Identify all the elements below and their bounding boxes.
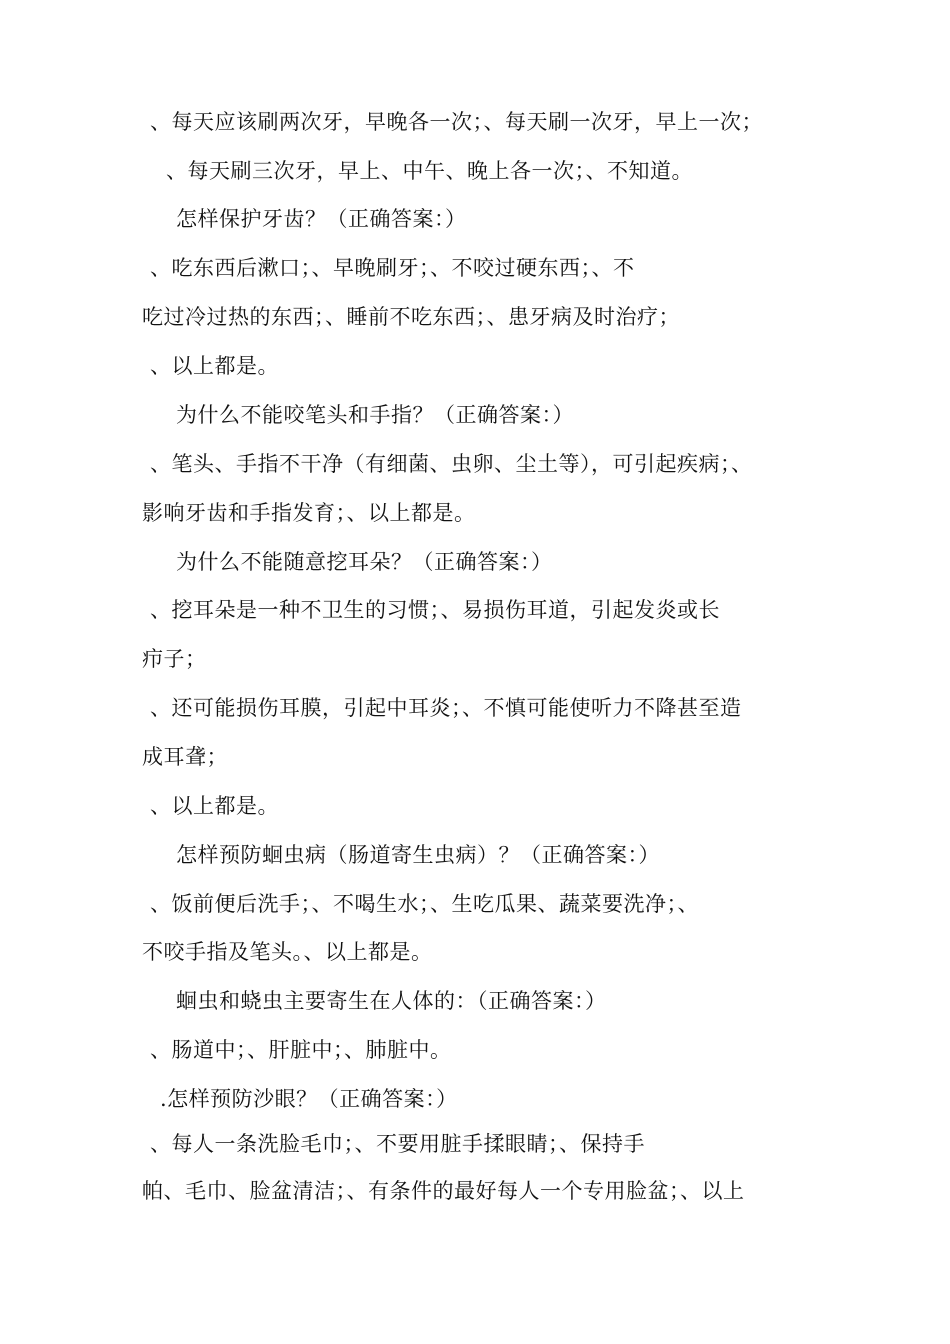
text-line: 、以上都是。 (150, 354, 279, 378)
text-line: 、每人一条洗脸毛巾；、不要用脏手揉眼睛；、保持手 (150, 1132, 645, 1156)
text-line: 帕、毛巾、脸盆清洁；、有条件的最好每人一个专用脸盆；、以上 (142, 1179, 745, 1203)
text-line: 成耳聋； (142, 745, 228, 769)
text-line: 、笔头、手指不干净（有细菌、虫卵、尘土等），可引起疾病；、 (150, 452, 753, 476)
text-line: 、吃东西后漱口；、早晚刷牙；、不咬过硬东西；、不 (150, 256, 635, 280)
text-line: 、挖耳朵是一种不卫生的习惯；、易损伤耳道，引起发炎或长 (150, 598, 720, 622)
question-heading: .怎样预防沙眼？（正确答案：） (160, 1087, 458, 1111)
text-line: 、饭前便后洗手；、不喝生水；、生吃瓜果、蔬菜要洗净；、 (150, 892, 699, 916)
question-heading: 怎样预防蛔虫病（肠道寄生虫病）？（正确答案：） (176, 843, 660, 867)
question-heading: 为什么不能随意挖耳朵？（正确答案：） (176, 550, 553, 574)
text-line: 、以上都是。 (150, 794, 279, 818)
text-line: 、肠道中；、肝脏中；、肺脏中。 (150, 1038, 452, 1062)
text-line: 影响牙齿和手指发育；、以上都是。 (142, 501, 476, 525)
text-line: 不咬手指及笔头。、以上都是。 (142, 940, 433, 964)
text-line: 疖子； (142, 647, 207, 671)
question-heading: 蛔虫和蛲虫主要寄生在人体的：（正确答案：） (176, 989, 607, 1013)
text-line: 、每天刷三次牙，早上、中午、晚上各一次；、不知道。 (166, 159, 693, 183)
text-line: 吃过冷过热的东西；、睡前不吃东西；、患牙病及时治疗； (142, 305, 680, 329)
question-heading: 为什么不能咬笔头和手指？（正确答案：） (176, 403, 574, 427)
question-heading: 怎样保护牙齿？（正确答案：） (176, 207, 467, 231)
text-line: 、每天应该刷两次牙，早晚各一次；、每天刷一次牙，早上一次； (150, 110, 763, 134)
text-line: 、还可能损伤耳膜，引起中耳炎；、不慎可能使听力不降甚至造 (150, 696, 742, 720)
